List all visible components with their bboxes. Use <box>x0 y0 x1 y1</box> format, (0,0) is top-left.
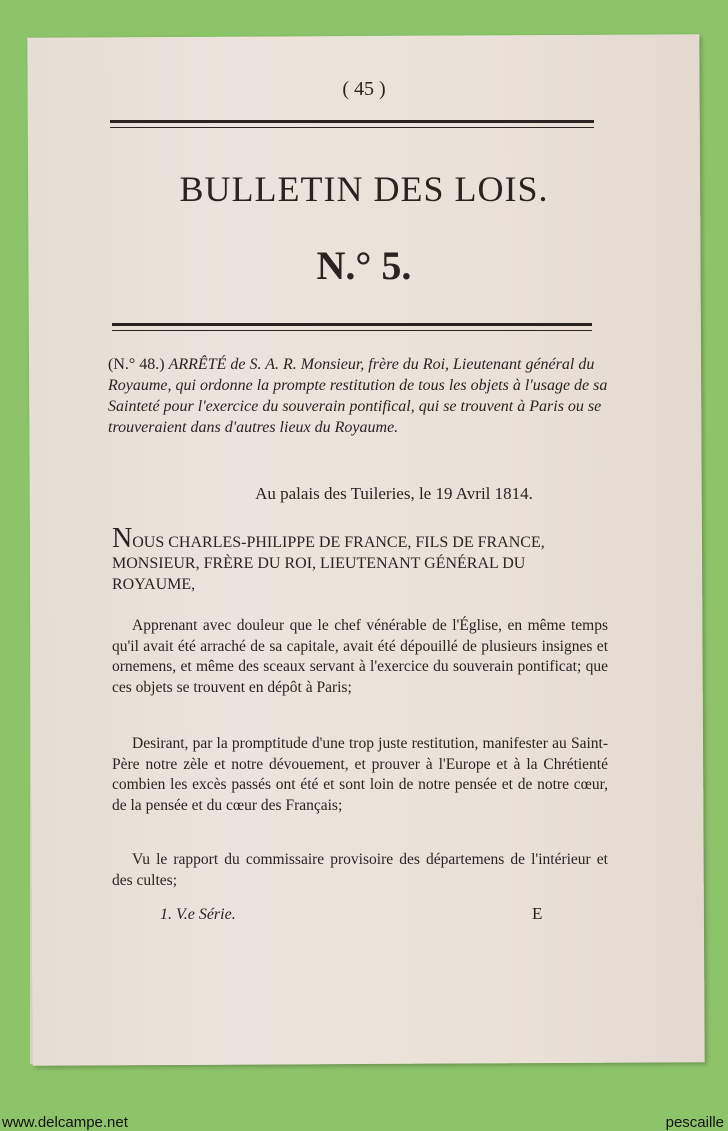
preamble-initial: N <box>112 523 133 554</box>
paragraph-desirant: Desirant, par la promptitude d'une trop juste restitution, manifester au Saint-Père notre zèle et notre dévouement, et prouver à l'Europe et à la Chrétienté combien les excès passés ont été et sont loin de notre pensée et de notre cœur, de la pensée et du cœur des Français; <box>112 735 608 814</box>
bulletin-title: BULLETIN DES LOIS. <box>179 169 549 209</box>
decree-number-label: (N.° 48.) <box>108 356 165 373</box>
paragraph-apprenant: Apprenant avec douleur que le chef vénérable de l'Église, en même temps qu'il avait été arraché de sa capitale, avait été dépouillé de plusieurs insignes et ornemens, et même des sceaux servant à l'exercice du souverain pontificat; que ces objets se trouvent en dépôt à Paris; <box>112 617 608 696</box>
decree-heading: ARRÊTÉ de S. A. R. Monsieur, frère du Roi, Lieutenant général du Royaume, qui ordonne la prompte restitution de tous les objets à l'usage de sa Sainteté pour l'exercice du souverain pontifical, qui se trouvent à Paris ou se trouveraient dans d'autres lieux du Royaume. <box>108 356 608 436</box>
gathering-mark: E <box>532 904 543 923</box>
preamble-text: OUS CHARLES-PHILIPPE DE FRANCE, FILS DE FRANCE, MONSIEUR, FRÈRE DU ROI, LIEUTENANT GÉNÉRAL DU ROYAUME, <box>112 534 545 593</box>
place-date: Au palais des Tuileries, le 19 Avril 1814. <box>255 484 533 503</box>
top-double-rule <box>110 120 594 128</box>
paragraph-vu: Vu le rapport du commissaire provisoire des départemens de l'intérieur et des cultes; <box>112 851 608 889</box>
page-number: ( 45 ) <box>342 78 386 100</box>
bulletin-number: N.° 5. <box>316 243 412 288</box>
preamble <box>112 523 606 595</box>
decree-heading-block <box>108 354 608 438</box>
watermark-right: pescaille <box>665 1114 724 1131</box>
middle-double-rule <box>112 323 592 331</box>
watermark-left: www.delcampe.net <box>2 1114 128 1131</box>
series-signature: 1. V.e Série. <box>160 906 236 923</box>
